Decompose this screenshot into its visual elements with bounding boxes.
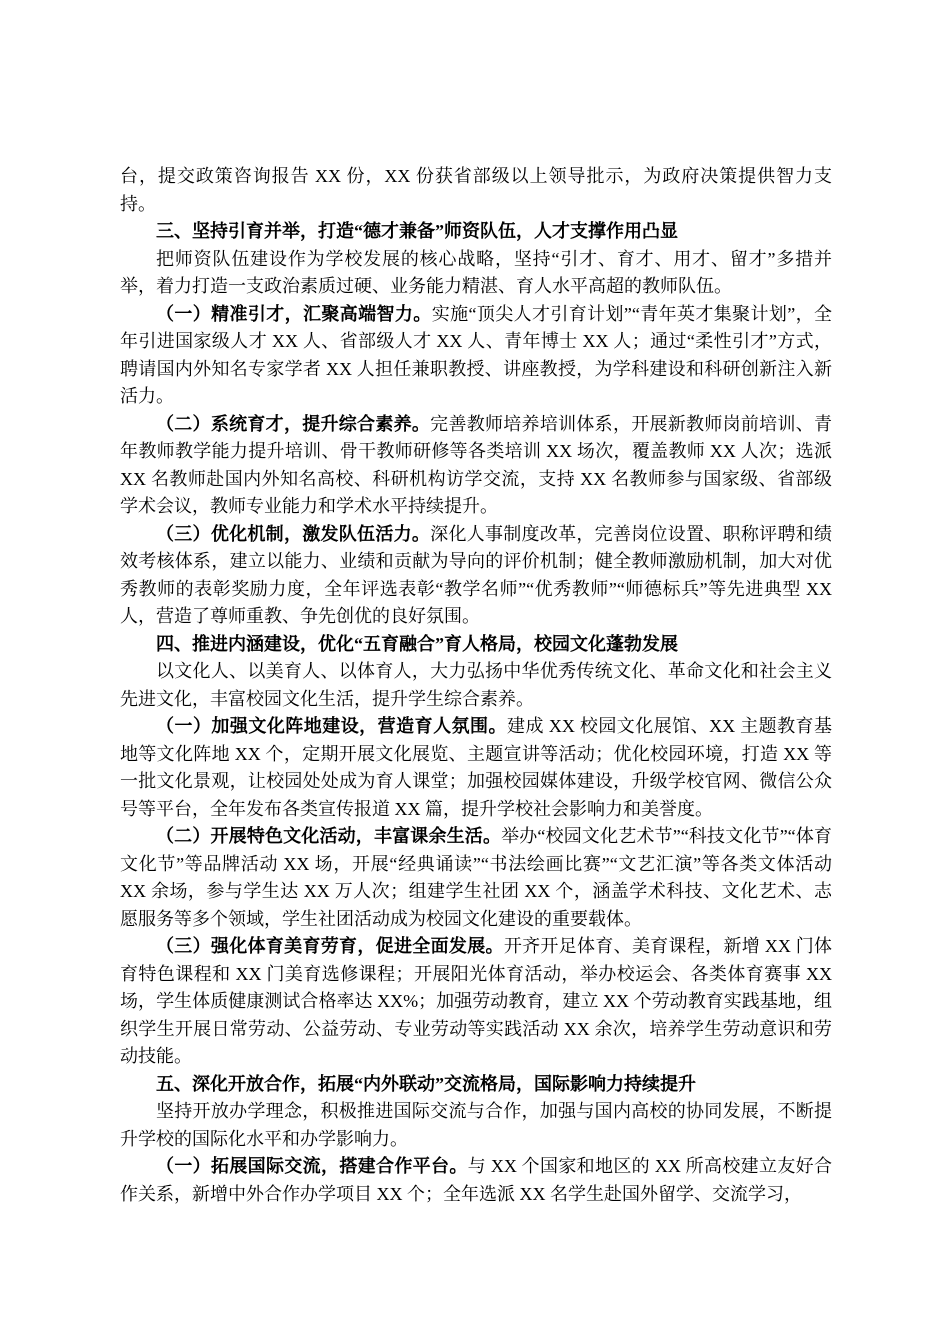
item-body: 与 XX 个国家和地区的 XX 所高校建立友好合作关系，新增中外合作办学项目 XX 个；全年选派 XX 名学生赴国外留学、交流学习，	[120, 1156, 832, 1204]
paragraph: 坚持开放办学理念，积极推进国际交流与合作，加强与国内高校的协同发展，不断提升学校的国际化水平和办学影响力。	[120, 1101, 832, 1149]
item-paragraph	[120, 1153, 832, 1208]
paragraph: 以文化人、以美育人、以体育人，大力弘扬中华优秀传统文化、革命文化和社会主义先进文化，丰富校园文化生活，提升学生综合素养。	[120, 661, 832, 709]
item-lead: （一）加强文化阵地建设，营造育人氛围。	[156, 716, 507, 736]
item-lead: （一）精准引才，汇聚高端智力。	[156, 303, 432, 324]
item-body: 开齐开足体育、美育课程，新增 XX 门体育特色课程和 XX 门美育选修课程；开展阳光体育活动，举办校运会、各类体育赛事 XX 场，学生体质健康测试合格率达 XX%；加强劳动教育，建立 XX 个劳动教育实践基地，组织学生开展日常劳动、公益劳动、专业劳动等实践活动 XX 余次，培养学生劳动意识和劳动技能。	[120, 936, 833, 1066]
item-lead: （三）优化机制，激发队伍活力。	[156, 523, 431, 544]
paragraph-continuation: 台，提交政策咨询报告 XX 份，XX 份获省部级以上领导批示，为政府决策提供智力支持。	[120, 166, 832, 214]
item-paragraph	[120, 823, 832, 933]
item-paragraph	[120, 301, 832, 411]
section-heading-three: 三、坚持引育并举，打造“德才兼备”师资队伍，人才支撑作用凸显	[156, 221, 678, 241]
item-paragraph	[120, 933, 832, 1071]
item-lead: （三）强化体育美育劳育，促进全面发展。	[156, 936, 504, 956]
item-lead: （二）系统育才，提升综合素养。	[156, 413, 431, 434]
item-body: 实施“顶尖人才引育计划”“青年英才集聚计划”，全年引进国家级人才 XX 人、省部级人才 XX 人、青年博士 XX 人；通过“柔性引才”方式，聘请国内外知名专家学者 XX 人担任兼职教授、讲座教授，为学科建设和科研创新注入新活力。	[120, 303, 832, 406]
item-body: 举办“校园文化艺术节”“科技文化节”“体育文化节”等品牌活动 XX 场，开展“经典诵读”“书法绘画比赛”“文艺汇演”等各类文体活动 XX 余场，参与学生达 XX 万人次；组建学生社团 XX 个，涵盖学术科技、文化艺术、志愿服务等多个领域，学生社团活动成为校园文化建设的重要载体。	[120, 826, 832, 929]
section-heading-four: 四、推进内涵建设，优化“五育融合”育人格局，校园文化蓬勃发展	[156, 633, 678, 654]
item-body: 深化人事制度改革，完善岗位设置、职称评聘和绩效考核体系，建立以能力、业绩和贡献为导向的评价机制；健全教师激励机制，加大对优秀教师的表彰奖励力度，全年评选表彰“教学名师”“优秀教师”“师德标兵”等先进典型 XX 人，营造了尊师重教、争先创优的良好氛围。	[120, 523, 833, 626]
item-lead: （一）拓展国际交流，搭建合作平台。	[156, 1156, 468, 1176]
item-body: 建成 XX 校园文化展馆、XX 主题教育基地等文化阵地 XX 个，定期开展文化展览、主题宣讲等活动；优化校园环境，打造 XX 等一批文化景观，让校园处处成为育人课堂；加强校园媒体建设，升级学校官网、微信公众号等平台，全年发布各类宣传报道 XX 篇，提升学校社会影响力和美誉度。	[120, 716, 833, 819]
item-paragraph	[120, 411, 832, 521]
item-paragraph	[120, 521, 832, 631]
section-heading-five: 五、深化开放合作，拓展“内外联动”交流格局，国际影响力持续提升	[156, 1073, 696, 1094]
item-body: 完善教师培养培训体系，开展新教师岗前培训、青年教师教学能力提升培训、骨干教师研修等各类培训 XX 场次，覆盖教师 XX 人次；选派 XX 名教师赴国内外知名高校、科研机构访学交流，支持 XX 名教师参与国家级、省部级学术会议，教师专业能力和学术水平持续提升。	[120, 413, 833, 516]
item-lead: （二）开展特色文化活动，丰富课余生活。	[156, 826, 502, 846]
item-paragraph	[120, 713, 832, 823]
paragraph: 把师资队伍建设作为学校发展的核心战略，坚持“引才、育才、用才、留才”多措并举，着力打造一支政治素质过硬、业务能力精湛、育人水平高超的教师队伍。	[120, 248, 832, 296]
